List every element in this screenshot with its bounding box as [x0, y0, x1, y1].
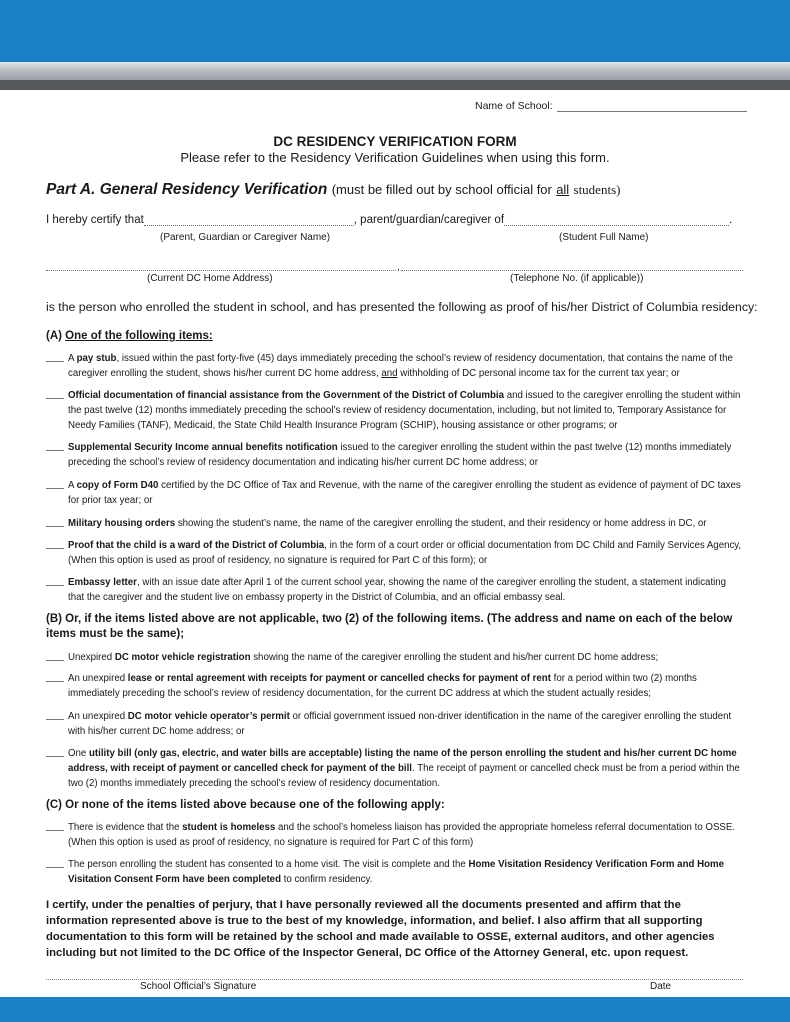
caption-student: (Student Full Name)	[559, 232, 649, 243]
option-embassy-letter: Embassy letter, with an issue date after April 1 of the current school year, showing the name of the caregiver enrolling the student, a statement indicating that the caregiver and the student live on embassy property in the District of Columbia, and an official embassy seal.	[46, 575, 746, 605]
checkbox-blank[interactable]	[46, 830, 64, 831]
option-homeless: There is evidence that the student is homeless and the school’s homeless liaison has provided the appropriate homeless referral documentation to OSSE. (When this option is used as proof of residency, no signature is required for Part C of this form)	[46, 820, 746, 850]
section-a-title: One of the following items:	[65, 330, 213, 342]
signature-field[interactable]	[46, 978, 743, 980]
checkbox-blank[interactable]	[46, 867, 64, 868]
certify-middle: , parent/guardian/caregiver of	[353, 214, 505, 226]
checkbox-blank[interactable]	[46, 585, 64, 586]
part-a-title: Part A. General Residency Verification	[46, 181, 328, 198]
part-a-note: (must be filled out by school official for	[331, 182, 552, 197]
signature-label: School Official’s Signature	[140, 981, 257, 992]
option-lease-agreement: An unexpired lease or rental agreement with receipts for payment or cancelled checks for payment of rent for a period within two (2) months immediately preceding the school’s review of residency documentation, for the current DC address at which the student actually resides;	[46, 671, 746, 701]
form-subtitle: Please refer to the Residency Verification Guidelines when using this form.	[180, 150, 610, 165]
school-name-row	[475, 100, 747, 112]
part-a-note-all: all	[556, 182, 570, 197]
caption-parent: (Parent, Guardian or Caregiver Name)	[160, 232, 331, 243]
checkbox-blank[interactable]	[46, 488, 64, 489]
option-pay-stub: A pay stub, issued within the past forty-five (45) days immediately preceding the school’s review of residency documentation, that contains the name of the caregiver enrolling the student, shows his/her current DC home address, and withholding of DC personal income tax for the current tax year; or	[46, 351, 746, 381]
section-b-heading: (B) Or, if the items listed above are not applicable, two (2) of the following items. (The address and name on each of the below items must be the same);	[46, 613, 733, 640]
part-a-heading	[46, 181, 620, 199]
residency-statement: is the person who enrolled the student in school, and has presented the following as proof of his/her District of Columbia residency:	[46, 300, 758, 314]
form-title: DC RESIDENCY VERIFICATION FORM	[273, 134, 517, 149]
address-separator: ,	[397, 262, 400, 273]
footer-band	[0, 997, 790, 1022]
part-a-note-suffix: students)	[573, 182, 621, 197]
checkbox-blank[interactable]	[46, 398, 64, 399]
section-c-heading: (C) Or none of the items listed above because one of the following apply:	[46, 799, 445, 811]
caption-address: (Current DC Home Address)	[147, 273, 273, 284]
certify-row	[46, 214, 732, 226]
option-home-visit: The person enrolling the student has consented to a home visit. The visit is complete and the Home Visitation Residency Verification Form and Home Visitation Consent Form have been completed to confirm residency.	[46, 857, 746, 887]
option-military-housing: Military housing orders showing the student’s name, the name of the caregiver enrolling the student, and their residency or home address in DC, or	[46, 516, 746, 531]
certify-prefix: I hereby certify that	[46, 214, 144, 226]
checkbox-blank[interactable]	[46, 526, 64, 527]
perjury-affirmation: I certify, under the penalties of perjury, that I have personally reviewed all the documents presented and affirm that the information represented above is true to the best of my knowledge, information, and belief. I also affirm that all supporting documentation to this form will be retained by the school and made available to OSSE, external auditors, and other agencies including but not limited to the DC Office of the Inspector General, DC Office of the Attorney General, etc. upon request.	[46, 899, 715, 959]
option-ssi-notification: Supplemental Security Income annual benefits notification issued to the caregiver enrolling the student within the past twelve (12) months immediately preceding the school’s review of residency documentation and indicating his/her current DC home address; or	[46, 440, 746, 470]
section-a-heading	[46, 330, 213, 342]
checkbox-blank[interactable]	[46, 548, 64, 549]
school-name-label: Name of School:	[475, 100, 553, 112]
checkbox-blank[interactable]	[46, 681, 64, 682]
checkbox-blank[interactable]	[46, 719, 64, 720]
option-ward-of-dc: Proof that the child is a ward of the District of Columbia, in the form of a court order or official documentation from DC Child and Family Services Agency, (When this option is used as proof of residency, no signature is required for Part C of this form); or	[46, 538, 746, 568]
telephone-field[interactable]	[401, 262, 743, 271]
certify-end: .	[729, 214, 733, 226]
option-vehicle-registration: Unexpired DC motor vehicle registration showing the name of the caregiver enrolling the student and his/her current DC home address;	[46, 650, 746, 665]
caption-phone: (Telephone No. (if applicable))	[510, 273, 644, 284]
checkbox-blank[interactable]	[46, 361, 64, 362]
school-name-field[interactable]	[557, 100, 747, 112]
checkbox-blank[interactable]	[46, 450, 64, 451]
date-label: Date	[650, 981, 672, 992]
home-address-field[interactable]	[46, 262, 396, 271]
option-financial-assistance: Official documentation of financial assistance from the Government of the District of Columbia and issued to the caregiver enrolling the student within the past twelve (12) months immediately preceding the school’s review of residency documentation, including, but not limited to, Temporary Assistance for Needy Families (TANF), Medicaid, the State Child Health Insurance Program (SCHIP), housing assistance or other programs; or	[46, 388, 746, 433]
checkbox-blank[interactable]	[46, 756, 64, 757]
student-name-field[interactable]	[504, 214, 729, 226]
checkbox-blank[interactable]	[46, 660, 64, 661]
parent-name-field[interactable]	[144, 214, 354, 226]
option-form-d40: A copy of Form D40 certified by the DC Office of Tax and Revenue, with the name of the caregiver enrolling the student as evidence of payment of DC taxes for prior tax year; or	[46, 478, 746, 508]
option-utility-bill: One utility bill (only gas, electric, and water bills are acceptable) listing the name of the person enrolling the student and his/her current DC home address, with receipt of payment or cancelled check for payment of the bill. The receipt of payment or cancelled check must be from a period within the two (2) months immediately preceding the school’s review of residency documentation.	[46, 746, 746, 791]
option-operator-permit: An unexpired DC motor vehicle operator’s permit or official government issued non-driver identification in the name of the caregiver enrolling the student with his/her current DC home address; or	[46, 709, 746, 739]
section-a-label: (A)	[46, 330, 62, 342]
